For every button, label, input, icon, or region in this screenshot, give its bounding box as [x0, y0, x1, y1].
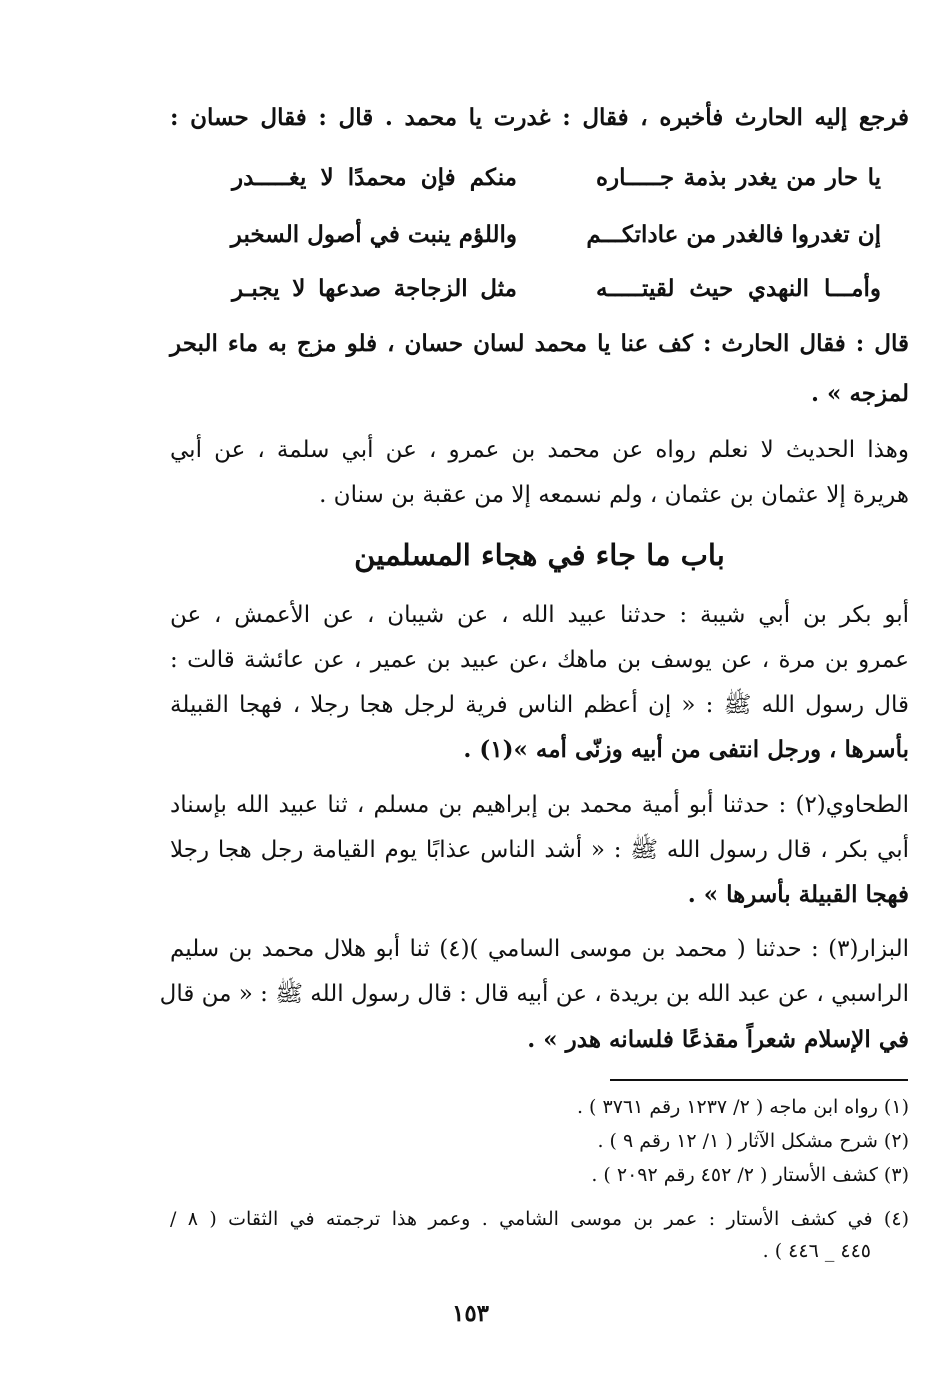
footnote-continuation: ٤٤٥ _ ٤٤٦ ) .: [762, 1240, 871, 1262]
text-line: فرجع إليه الحارث فأخبره ، فقال : غدرت يا محمد . قال : فقال حسان :: [170, 104, 909, 131]
text-line: أبو بكر بن أبي شيبة : حدثنا عبيد الله ، عن شيبان ، عن الأعمش ، عن: [170, 602, 909, 628]
text-line: فهجا القبيلة بأسرها » .: [687, 881, 909, 908]
footnote: (٤) في كشف الأستار : عمر بن موسى الشامي . وعمر هذا ترجمته في الثقات ( ٨ /: [170, 1208, 909, 1230]
text-line: هريرة إلا عثمان بن عثمان ، ولم نسمعه إلا من عقبة بن سنان .: [319, 482, 909, 508]
page-number: ١٥٣: [451, 1300, 490, 1327]
text-line: في الإسلام شعراً مقذعًا فلسانه هدر » .: [527, 1026, 909, 1053]
verse-hemistich-first: يا حار من يغدر بذمة جـــــاره: [596, 164, 881, 191]
verse-hemistich-first: إن تغدروا فالغدر من عاداتكـــم: [586, 221, 881, 248]
text-line: البزار(٣) : حدثنا ( محمد بن موسى السامي )(٤) ثنا أبو هلال محمد بن سليم: [170, 936, 909, 962]
footnote-separator: [610, 1079, 908, 1081]
text-line: قال رسول الله ﷺ : « إن أعظم الناس فرية لرجل هجا رجلا ، فهجا القبيلة: [170, 692, 909, 718]
text-line: الراسبي ، عن عبد الله بن بريدة ، عن أبيه قال : قال رسول الله ﷺ : « من قال: [159, 981, 909, 1007]
footnote: (٣) كشف الأستار ( ٢/ ٤٥٢ رقم ٢٠٩٢ ) .: [591, 1164, 909, 1186]
verse-hemistich-first: وأمـــا النهدي حيث لقيتـــــه: [596, 275, 881, 302]
text-line: وهذا الحديث لا نعلم رواه عن محمد بن عمرو ، عن أبي سلمة ، عن أبي: [170, 437, 909, 463]
footnote: (١) رواه ابن ماجه ( ٢/ ١٢٣٧ رقم ٣٧٦١ ) .: [576, 1096, 909, 1118]
text-line: أبي بكر ، قال رسول الله ﷺ : « أشد الناس عذابًا يوم القيامة رجل هجا رجلا: [170, 837, 909, 863]
text-line: لمزجه » .: [811, 380, 909, 407]
verse-hemistich-second: منكم فإن محمدًا لا يغـــــدر: [232, 164, 517, 191]
text-line: الطحاوي(٢) : حدثنا أبو أمية محمد بن إبراهيم بن مسلم ، ثنا عبيد الله بإسناد: [170, 792, 909, 818]
verse-hemistich-second: واللؤم ينبت في أصول السخبر: [230, 221, 517, 248]
verse-hemistich-second: مثل الزجاجة صدعها لا يجبـر: [232, 275, 517, 302]
section-heading: باب ما جاء في هجاء المسلمين: [354, 538, 725, 572]
text-line: بأسرها ، ورجل انتفى من أبيه وزنّى أمه »(١) .: [463, 736, 909, 763]
text-line: عمرو بن مرة ، عن يوسف بن ماهك ،عن عبيد بن عمير ، عن عائشة قالت :: [170, 647, 909, 673]
footnote: (٢) شرح مشكل الآثار ( ١/ ١٢ رقم ٩ ) .: [597, 1130, 909, 1152]
text-line: قال : فقال الحارث : كف عنا يا محمد لسان حسان ، فلو مزج به ماء البحر: [170, 330, 909, 357]
